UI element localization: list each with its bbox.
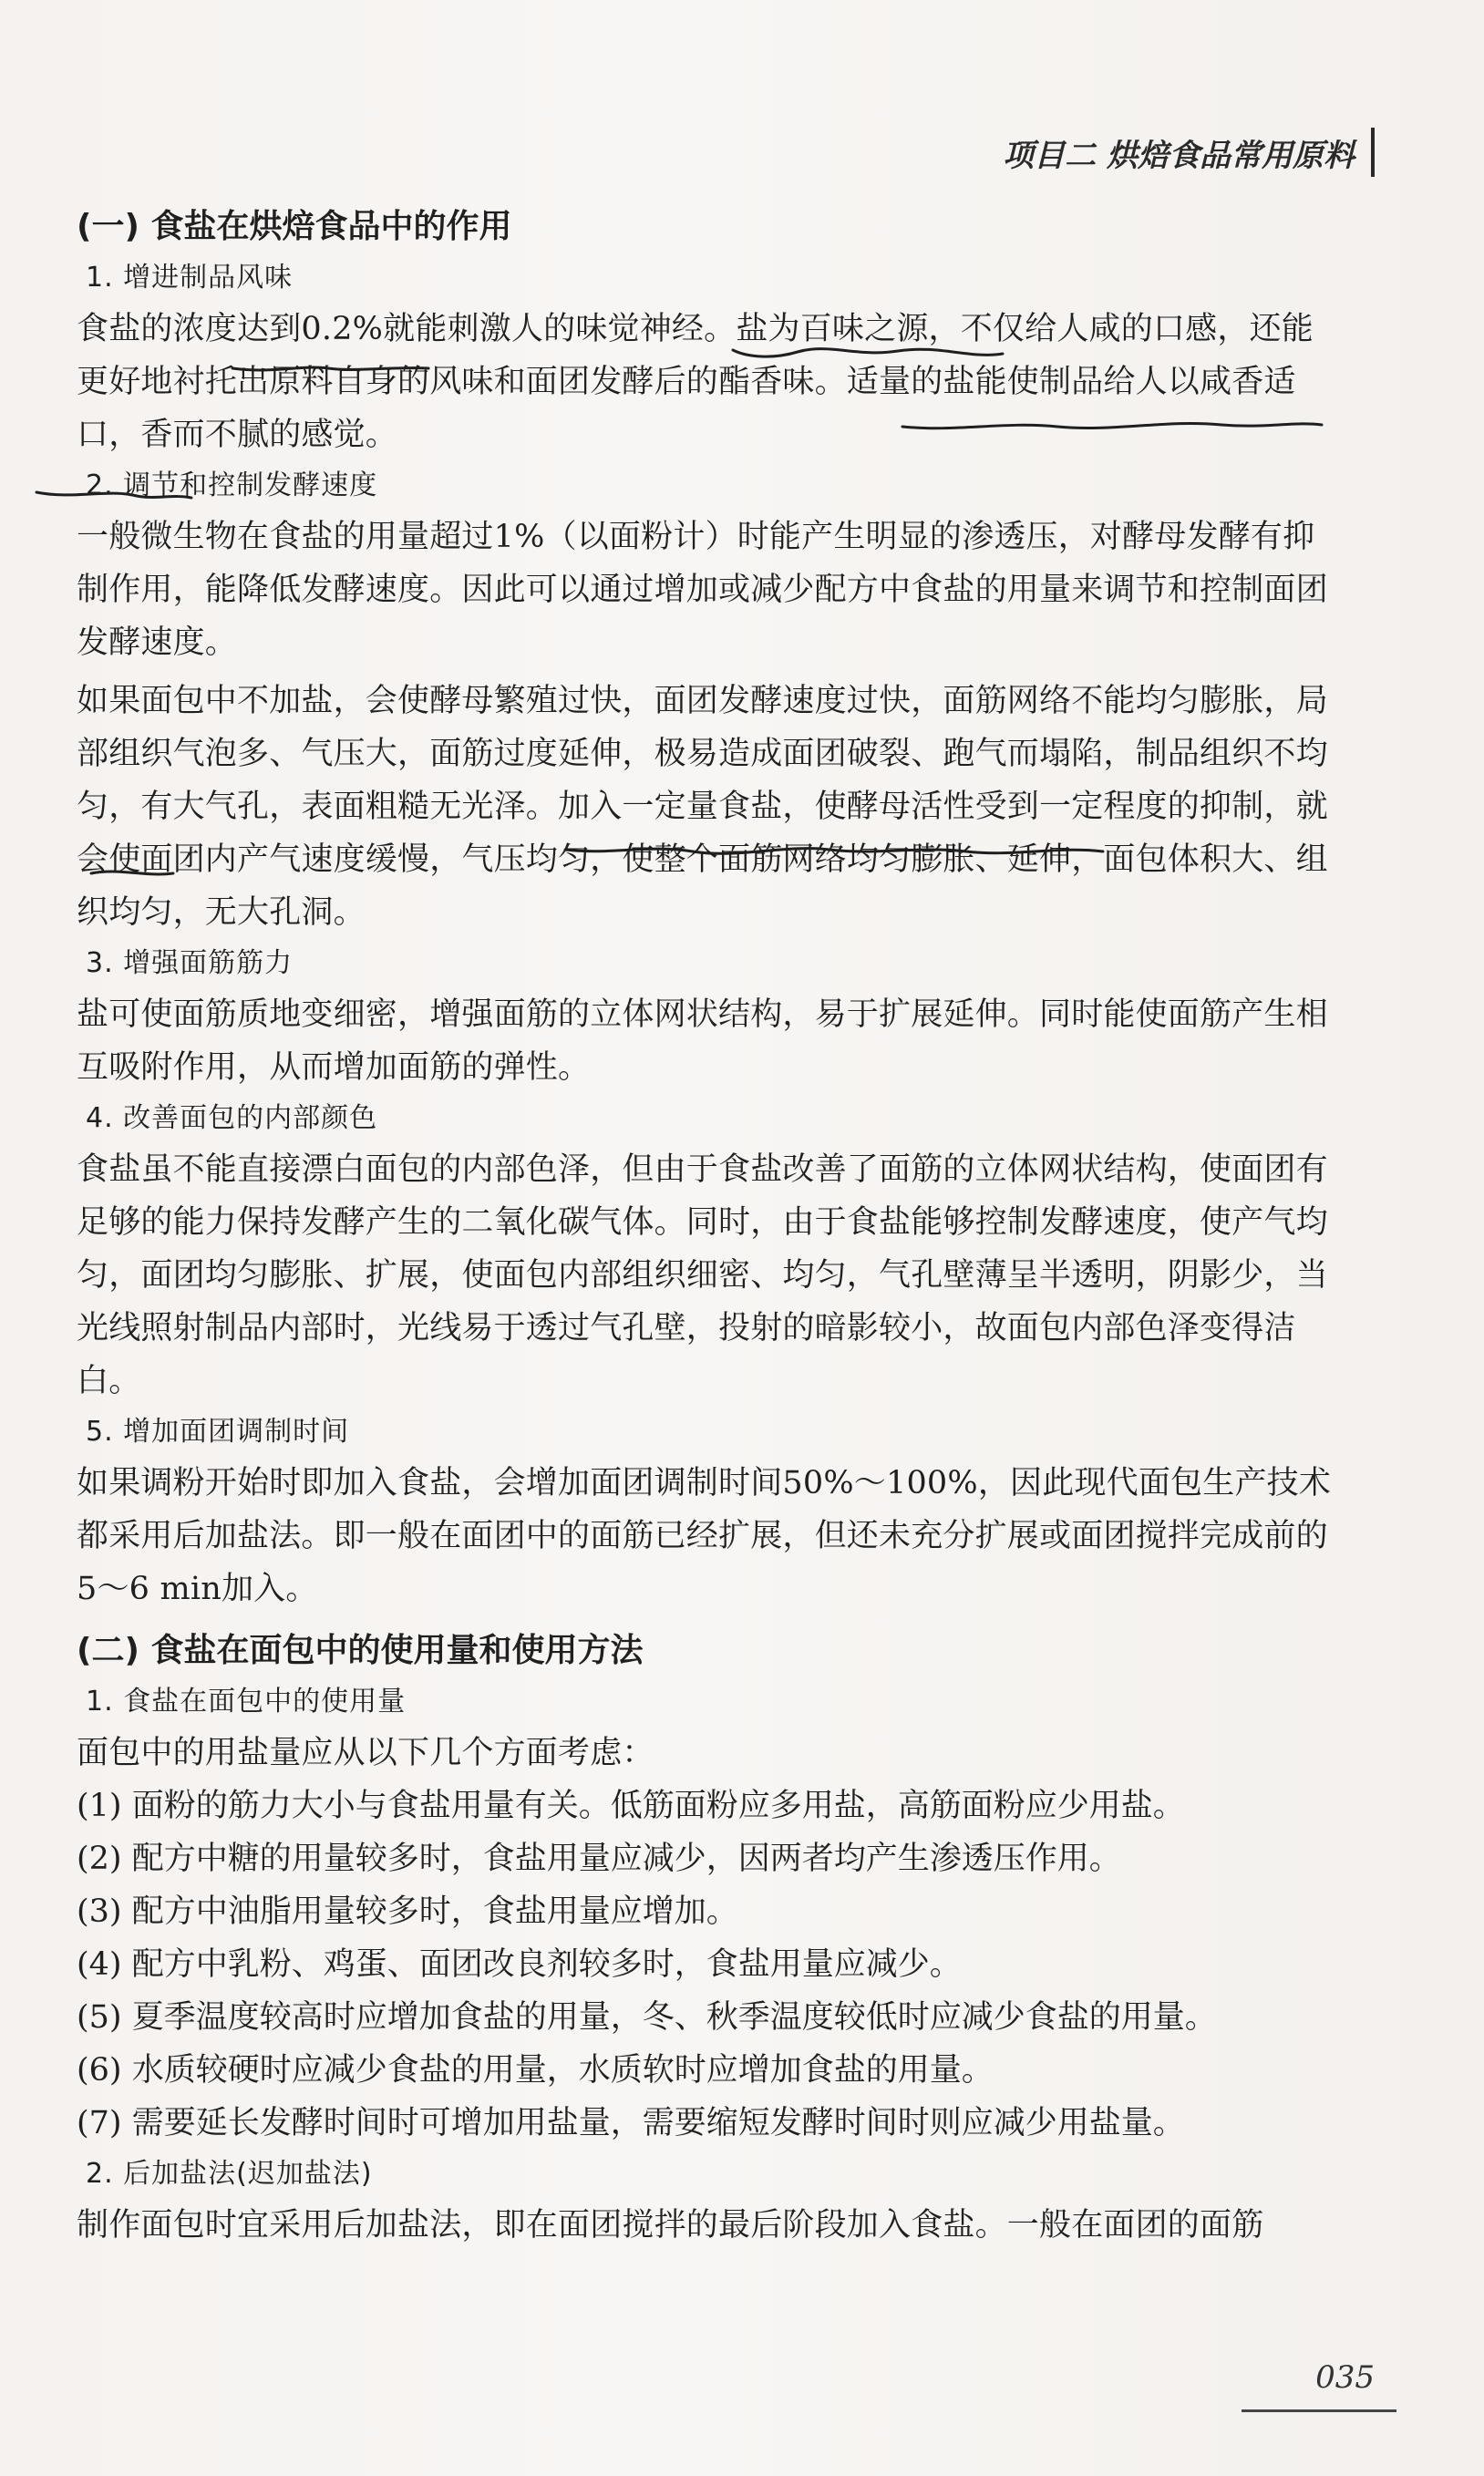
paragraph-1-2-b: 如果面包中不加盐，会使酵母繁殖过快，面团发酵速度过快，面筋网络不能均匀膨胀，局部组织气泡多、气压大，面筋过度延伸，极易造成面团破裂、跑气而塌陷，制品组织不均匀，有大气孔，表面粗糙无光泽。加入一定量食盐，使酵母活性受到一定程度的抑制，就会使面团内产气速度缓慢，气压均匀，使整个面筋网络均匀膨胀、延伸，面包体积大、组织均匀，无大孔洞。 — [77, 683, 1328, 931]
section-heading-1: (一) 食盐在烘焙食品中的作用 — [77, 208, 512, 245]
paragraph-1-2-a: 一般微生物在食盐的用量超过1%（以面粉计）时能产生明显的渗透压，对酵母发酵有抑制作用，能降低发酵速度。因此可以通过增加或减少配方中食盐的用量来调节和控制面团发酵速度。 — [77, 519, 1328, 661]
page-number: 035 — [1315, 2359, 1375, 2396]
subsection-title-1-1: 1. 增进制品风味 — [86, 262, 294, 294]
subsection-title-2-1: 1. 食盐在面包中的使用量 — [86, 1686, 407, 1718]
subsection-title-1-2: 2. 调节和控制发酵速度 — [86, 469, 378, 501]
section-heading-2: (二) 食盐在面包中的使用量和使用方法 — [77, 1632, 644, 1669]
section-gap — [77, 1615, 1344, 1625]
paragraph-1-5: 如果调粉开始时即加入食盐，会增加面团调制时间50%～100%，因此现代面包生产技术都采用后加盐法。即一般在面团中的面筋已经扩展，但还未充分扩展或面团搅拌完成前的5～6 min加入。 — [77, 1465, 1332, 1607]
subsection-title-1-5: 5. 增加面团调制时间 — [86, 1416, 350, 1448]
subsection-title-2-2: 2. 后加盐法(迟加盐法) — [86, 2158, 373, 2190]
page-content — [77, 201, 1344, 2252]
list-item: (6) 水质较硬时应减少食盐的用量，水质软时应增加食盐的用量。 — [77, 2052, 994, 2089]
subsection-title-1-4: 4. 改善面包的内部颜色 — [86, 1102, 378, 1134]
list-item: (3) 配方中油脂用量较多时，食盐用量应增加。 — [77, 1893, 738, 1930]
list-item: (5) 夏季温度较高时应增加食盐的用量，冬、秋季温度较低时应减少食盐的用量。 — [77, 1999, 1217, 2036]
paragraph-1-3: 盐可使面筋质地变细密，增强面筋的立体网状结构，易于扩展延伸。同时能使面筋产生相互吸附作用，从而增加面筋的弹性。 — [77, 996, 1328, 1086]
header-rule — [1371, 128, 1375, 177]
page-number-rule — [1242, 2409, 1396, 2412]
list-item: (2) 配方中糖的用量较多时，食盐用量应减少，因两者均产生渗透压作用。 — [77, 1841, 1121, 1877]
paragraph-2-1: 面包中的用盐量应从以下几个方面考虑： — [77, 1735, 654, 1771]
list-item: (4) 配方中乳粉、鸡蛋、面团改良剂较多时，食盐用量应减少。 — [77, 1946, 962, 1983]
subsection-title-1-3: 3. 增强面筋筋力 — [86, 947, 294, 979]
running-header — [1003, 128, 1375, 177]
list-item: (7) 需要延长发酵时间时可增加用盐量，需要缩短发酵时间时则应减少用盐量。 — [77, 2105, 1185, 2141]
list-item: (1) 面粉的筋力大小与食盐用量有关。低筋面粉应多用盐，高筋面粉应少用盐。 — [77, 1788, 1185, 1824]
paragraph-1-4: 食盐虽不能直接漂白面包的内部色泽，但由于食盐改善了面筋的立体网状结构，使面团有足够的能力保持发酵产生的二氧化碳气体。同时，由于食盐能够控制发酵速度，使产气均匀，面团均匀膨胀、扩展，使面包内部组织细密、均匀，气孔壁薄呈半透明，阴影少，当光线照射制品内部时，光线易于透过气孔壁，投射的暗影较小，故面包内部色泽变得洁白。 — [77, 1151, 1328, 1399]
header-title: 项目二 烘焙食品常用原料 — [1003, 137, 1355, 174]
paragraph-1-1: 食盐的浓度达到0.2%就能刺激人的味觉神经。盐为百味之源，不仅给人咸的口感，还能更好地衬托出原料自身的风味和面团发酵后的酯香味。适量的盐能使制品给人以咸香适口，香而不腻的感觉。 — [77, 311, 1314, 453]
paragraph-2-2: 制作面包时宜采用后加盐法，即在面团搅拌的最后阶段加入食盐。一般在面团的面筋 — [77, 2207, 1264, 2244]
